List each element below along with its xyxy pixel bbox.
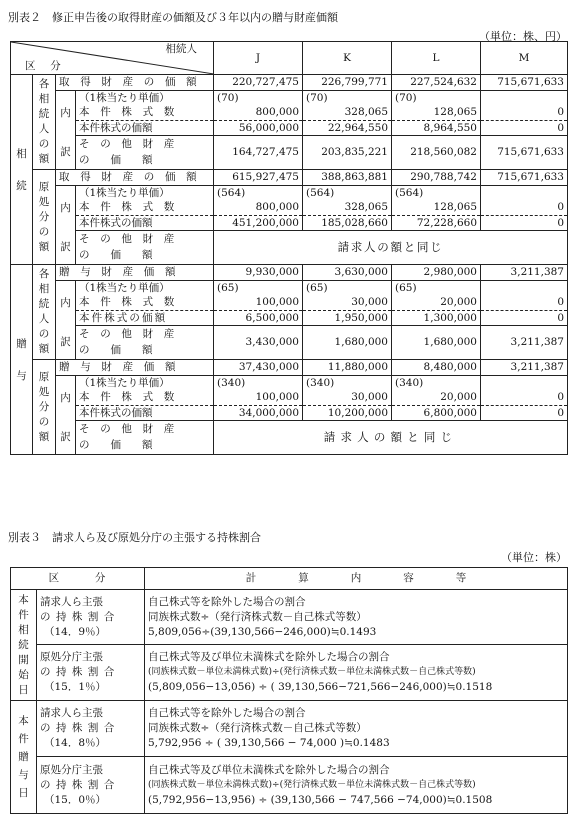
cell-value: 388,863,881 (303, 170, 392, 186)
cell-share-count: 30,000 (303, 296, 392, 311)
cell-value: 11,880,000 (303, 360, 392, 376)
cell-share-value: 0 (481, 406, 568, 421)
cell-other-property: 218,560,082 (392, 136, 481, 170)
cell-unit-price: (65) (214, 281, 303, 296)
cell-value: 2,980,000 (392, 265, 481, 281)
header-division: 区 分 (11, 568, 145, 590)
label-share-count: 本 件 株 式 数 (76, 201, 214, 216)
label-share-count: 本 件 株 式 数 (76, 391, 214, 406)
label-share-count: 本 件 株 式 数 (76, 106, 214, 121)
label-other-property-2: の 価 額 (76, 153, 214, 170)
label-other-property-1: そ の 他 財 産 (76, 231, 214, 248)
cell-unit-price: (340) (392, 376, 481, 391)
group-original-amount: 原 処 分 の 額 (33, 170, 56, 265)
cell-unit-price: (340) (214, 376, 303, 391)
label-wake: 訳 (56, 421, 76, 455)
calc-formula: 同族株式数÷（発行済株式数－自己株式等数） (148, 610, 367, 623)
cell-value: 227,524,632 (392, 75, 481, 91)
calc-formula: (同族株式数－単位未満株式数)÷(発行済株式数－単位未満株式数－自己株式等数) (148, 667, 476, 677)
label-share-value: 本件株式の価額 (76, 311, 214, 326)
label-other-property-2: の 価 額 (76, 248, 214, 265)
original-percentage: （15．0％） (44, 793, 107, 806)
cell-value: 715,671,633 (481, 170, 568, 186)
claimant-percentage: （14．9％） (44, 625, 107, 638)
original-calc-cell (145, 757, 568, 814)
col-header-j: J (214, 42, 303, 75)
group-original-amount: 原 処 分 の 額 (33, 360, 56, 455)
label-uchi: 内 (56, 281, 76, 326)
calc-result: 5,792,956 ÷ ( 39,130,566 − 74,000 )≒0.1483 (148, 737, 390, 749)
cell-share-count: 800,000 (214, 106, 303, 121)
cell-value: 37,430,000 (214, 360, 303, 376)
claimant-label: 請求人ら主張 (40, 707, 103, 719)
label-share-count: 本 件 株 式 数 (76, 296, 214, 311)
claimant-calc-cell (145, 590, 568, 645)
ratio-label: の 持 株 割 合 (40, 778, 116, 791)
label-uchi: 内 (56, 376, 76, 421)
ratio-label: の 持 株 割 合 (40, 666, 116, 678)
cell-share-value: 8,964,550 (392, 121, 481, 136)
label-other-property-1: そ の 他 財 産 (76, 136, 214, 153)
cell-other-property: 3,430,000 (214, 326, 303, 360)
table3-shareholding-ratio (10, 567, 568, 814)
label-unit-price: （1株当たり単価） (76, 186, 214, 201)
cell-other-property: 3,211,387 (481, 326, 568, 360)
claimant-label-cell (37, 701, 145, 757)
col-header-l: L (392, 42, 481, 75)
cell-share-value: 1,950,000 (303, 311, 392, 326)
section-gift: 贈 与 (11, 265, 33, 455)
cell-share-count: 20,000 (392, 296, 481, 311)
cell-share-count: 800,000 (214, 201, 303, 216)
label-share-value: 本件株式の価額 (76, 121, 214, 136)
cell-value: 226,799,771 (303, 75, 392, 91)
same-as-claimant-note: 請求人の額と同じ (214, 421, 568, 455)
label-other-property-2: の 価 額 (76, 438, 214, 455)
cell-unit-price: (564) (392, 186, 481, 201)
cell-share-count: 128,065 (392, 201, 481, 216)
cell-share-value: 56,000,000 (214, 121, 303, 136)
label-gift-value: 贈 与 財 産 価 額 (56, 265, 214, 281)
calc-desc: 自己株式等を除外した場合の割合 (148, 707, 306, 719)
group-claimant-amount: 各 相 続 人 の 額 (33, 265, 56, 360)
col-header-k: K (303, 42, 392, 75)
cell-share-value: 451,200,000 (214, 216, 303, 231)
calc-desc: 自己株式等を除外した場合の割合 (148, 595, 306, 608)
cell-share-value: 22,964,550 (303, 121, 392, 136)
cell-value: 8,480,000 (392, 360, 481, 376)
ratio-label: の 持 株 割 合 (40, 610, 116, 623)
original-label: 原処分庁主張 (40, 763, 103, 776)
col-header-m: M (481, 42, 568, 75)
label-share-value: 本件株式の価額 (76, 406, 214, 421)
calc-desc: 自己株式等及び単位未満株式を除外した場合の割合 (148, 651, 390, 663)
table2-unit: （単位：株、円） (479, 30, 567, 43)
cell-value: 290,788,742 (392, 170, 481, 186)
cell-share-value: 1,300,000 (392, 311, 481, 326)
cell-value: 3,630,000 (303, 265, 392, 281)
cell-share-count: 0 (481, 201, 568, 216)
cell-share-count: 30,000 (303, 391, 392, 406)
label-other-property-1: そ の 他 財 産 (76, 421, 214, 438)
label-wake: 訳 (56, 231, 76, 265)
cell-share-value: 10,200,000 (303, 406, 392, 421)
label-uchi: 内 (56, 186, 76, 231)
section-inheritance: 相 続 (11, 75, 33, 265)
cell-share-value: 34,000,000 (214, 406, 303, 421)
same-as-claimant-note: 請求人の額と同じ (214, 231, 568, 265)
cell-unit-price: (564) (214, 186, 303, 201)
cell-share-count: 100,000 (214, 391, 303, 406)
cell-share-count: 328,065 (303, 106, 392, 121)
cell-value: 9,930,000 (214, 265, 303, 281)
calc-desc: 自己株式等及び単位未満株式を除外した場合の割合 (148, 763, 390, 776)
cell-share-value: 6,800,000 (392, 406, 481, 421)
header-corner-cell (11, 42, 214, 75)
header-calculation: 計 算 内 容 等 (145, 568, 568, 590)
cell-unit-price: (70) (214, 91, 303, 106)
label-share-value: 本件株式の価額 (76, 216, 214, 231)
group-claimant-amount: 各 相 続 人 の 額 (33, 75, 56, 170)
table3-unit: （単位：株） (501, 551, 567, 564)
cell-other-property: 1,680,000 (303, 326, 392, 360)
calc-result: 5,809,056÷(39,130,566−246,000)≒0.1493 (148, 625, 377, 638)
cell-unit-price: (340) (303, 376, 392, 391)
claimant-label: 請求人ら主張 (40, 595, 103, 608)
cell-unit-price: (65) (392, 281, 481, 296)
claimant-label-cell (37, 590, 145, 645)
calc-formula: 同族株式数÷（発行済株式数－自己株式等数） (148, 722, 367, 734)
header-heir-label: 相続人 (165, 43, 197, 55)
cell-unit-price: (564) (303, 186, 392, 201)
cell-value: 615,927,475 (214, 170, 303, 186)
header-division-label: 区 分 (25, 60, 63, 72)
claimant-calc-cell (145, 701, 568, 757)
calc-formula: (同族株式数－単位未満株式数)÷(発行済株式数－単位未満株式数－自己株式等数) (148, 779, 476, 790)
original-calc-cell (145, 645, 568, 701)
cell-share-value: 0 (481, 216, 568, 231)
ratio-label: の 持 株 割 合 (40, 722, 116, 734)
label-acquired-value: 取 得 財 産 の 価 額 (56, 170, 214, 186)
cell-value: 220,727,475 (214, 75, 303, 91)
cell-share-count: 328,065 (303, 201, 392, 216)
label-wake: 訳 (56, 326, 76, 360)
label-other-property-2: の 価 額 (76, 343, 214, 360)
cell-unit-price: (70) (392, 91, 481, 106)
cell-share-count: 128,065 (392, 106, 481, 121)
label-gift-value: 贈 与 財 産 価 額 (56, 360, 214, 376)
label-uchi: 内 (56, 91, 76, 136)
cell-other-property: 715,671,633 (481, 136, 568, 170)
label-acquired-value: 取 得 財 産 の 価 額 (56, 75, 214, 91)
cell-share-value: 0 (481, 311, 568, 326)
cell-share-value: 185,028,660 (303, 216, 392, 231)
cell-share-count: 0 (481, 391, 568, 406)
table2-acquired-property (10, 41, 568, 455)
original-percentage: （15．1％） (44, 681, 107, 693)
table3-title: 別表３ 請求人ら及び原処分庁の主張する持株割合 (8, 531, 261, 544)
cell-share-count: 0 (481, 296, 568, 311)
cell-share-value: 72,228,660 (392, 216, 481, 231)
cell-value: 715,671,633 (481, 75, 568, 91)
cell-share-count: 0 (481, 106, 568, 121)
cell-share-value: 6,500,000 (214, 311, 303, 326)
original-label: 原処分庁主張 (40, 651, 103, 663)
original-label-cell (37, 645, 145, 701)
cell-share-count: 100,000 (214, 296, 303, 311)
cell-value: 3,211,387 (481, 360, 568, 376)
cell-share-value: 0 (481, 121, 568, 136)
cell-other-property: 164,727,475 (214, 136, 303, 170)
section-inheritance-start-date: 本 件 相 続 開 始 日 (11, 590, 37, 701)
cell-other-property: 1,680,000 (392, 326, 481, 360)
calc-result: (5,809,056−13,056) ÷ ( 39,130,566−721,566−246,000)≒0.1518 (148, 681, 493, 693)
cell-other-property: 203,835,221 (303, 136, 392, 170)
label-wake: 訳 (56, 136, 76, 170)
cell-value: 3,211,387 (481, 265, 568, 281)
cell-unit-price: (70) (303, 91, 392, 106)
table2-title: 別表２ 修正申告後の取得財産の価額及び３年以内の贈与財産価額 (8, 11, 338, 24)
label-unit-price: （1株当たり単価） (76, 91, 214, 106)
claimant-percentage: （14．8％） (44, 737, 107, 749)
original-label-cell (37, 757, 145, 814)
section-gift-date: 本 件 贈 与 日 (11, 701, 37, 814)
calc-result: (5,792,956−13,956) ÷ (39,130,566 − 747,566 −74,000)≒0.1508 (148, 793, 493, 806)
label-unit-price: （1株当たり単価） (76, 281, 214, 296)
cell-share-count: 20,000 (392, 391, 481, 406)
label-other-property-1: そ の 他 財 産 (76, 326, 214, 343)
label-unit-price: （1株当たり単価） (76, 376, 214, 391)
cell-unit-price: (65) (303, 281, 392, 296)
